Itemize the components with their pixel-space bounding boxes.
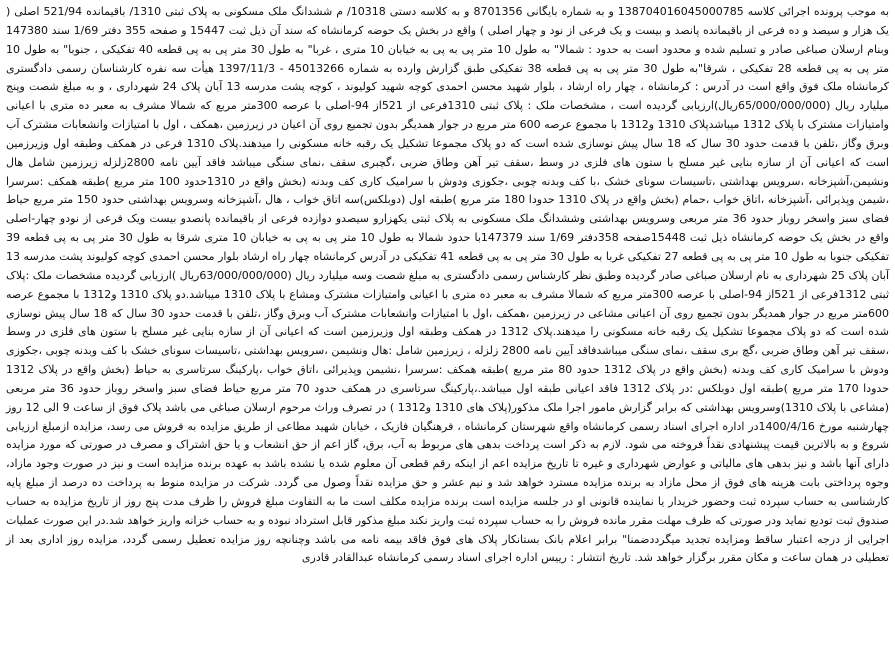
notice-body-text: به موجب پرونده اجرائی کلاسه 138704016045000785 و به شماره بایگانی 8701356 و به کلاسه دستی 10318/ م ششدانگ ملک مسکونی به پلاک ثبتی 1310/ باقیمانده 521/94 اصلی ( یک هزار و سیصد و ده فرعی از باقیمانده پانصد و بیست و یک فرعی از نود و چهار اصلی ) واقع در بخش یک حوضه کرمانشاه که سند آن ذیل ثبت 15447 و صفحه 355 دفتر 1/69 سند 147380 وبنام ارسلان صباغی صادر و تسلیم شده و محدود است به حدود : شمالا" به طول 10 متر پی به پی به خیابان 10 متری ، غربا" به طول 30 متر پی به پی قطعه 40 تفکیکی ، جنوبا" به طول 10 متر پی به پی قطعه 28 تفکیکی ، شرقا"به طول 30 متر پی به پی قطعه 38 تفکیکی طبق گزارش وارده به شماره 45013266 - 1397/11/3 هیأت سه نفره کارشناسان رسمی دادگستری کرمانشاه ملک فوق واقع است در آدرس : کرمانشاه ، چهار راه ارشاد ، بلوار شهید محسن احمدی کوچه شهید کولیوند ، کوچه پشت مدرسه 13 آبان پلاک 24 شهرداری ، و به مبلغ شصت وپنج میلیارد ریال (65/000/000/000ریال)ارزیابی گردیده است ، مشخصات ملک : پلاک ثبتی 1310فرعی از 521از 94-اصلی با عرصه 300متر مربع که شمالا مشرف به معبر ده متری با اعیانی وامتیازات مشترک با پلاک 1312 میباشدپلاک 1310 و1312 با مجموع عرصه 600 متر مربع در جوار همدیگر بدون تجمیع روی آن اعیان در زیرزمین ،همکف ، اول با امتیازات وانشعابات مشترک آب وبرق وگاز ،تلفن با قدمت حدود 30 سال که 18 سال پیش نوسازی شده است که دو پلاک مجموعا تشکیل یک رقبه خانه مسکونی را میدهند.پلاک 1310 فرعی در همکف وطبقه اول وزیرزمین است که اعیانی آن از سازه بنایی غیر مسلح با ستون های فلزی در وسط ،سقف تیر آهن وطاق ضربی ،گچبری سقف ،نمای سنگی میباشد فاقد آیین نامه 2800زلزله زیرزمین شامل هال ونشیمن،آشپزخانه ،سرویس بهداشتی ،تاسیسات سونای خشک ،با کف وبدنه چوبی ،جکوزی ودوش با سرامیک کاری کف وبدنه (بخش واقع در 1310حدود 100 متر مربع )طبقه همکف :سرسرا ،شیمن وپذیرائی ،آشپزخانه ،اتاق خواب ،حمام (بخش واقع در پلاک 1310 حدودا 180 متر مربع )طبقه اول (دوبلکس)سه اتاق خواب ، هال ،آشپزخانه وسرویس بهداشتی حدود 150 متر مربع حیاط فضای سبز واسخر روباز حدود 36 متر مربعی وسرویس بهداشتی وششدانگ ملک مسکونی به پلاک ثبتی یکهزارو سیصدو دوازده فرعی از باقیمانده پانصدو بیست ویک فرعی از نودو چهار-اصلی واقع در بخش یک حوضه کرمانشاه ذیل ثبت 15448صفحه 358دفتر 1/69 سند 147379با حدود شمالا به طول 10 متر پی به پی به خیابان 10 متری شرقا به طول 30 متر پی به پی قطعه 39 تفکیکی جنوبا به طول 10 متر پی به پی قطعه 27 تفکیکی غربا به طول 30 متر پی به پی قطعه 41 تفکیکی در آدرس کرمانشاه چهار راه ارشاد بلوار محسن احمدی کوچه کولیوند پشت مدرسه 13 آبان پلاک 25 شهرداری به نام ارسلان صباغی صادر گردیده وطبق نظر کارشناس رسمی دادگستری به مبلغ شصت وسه میلیارد ریال (63/000/000/000ریال )ارزیابی گردیده مشخصات ملک :پلاک ثبتی 1312فرعی از 521از 94-اصلی با عرصه 300متر مربع که شمالا مشرف به معبر ده متری با اعیانی وامتیازات مشترک ومشاع با پلاک 1310 میباشد.دو پلاک 1310 و1312 با مجموع عرصه 600متر مربع در جوار همدیگر بدون تجمیع روی آن اعیانی مشاعی در زیرزمین ،همکف ،اول با امتیازات وانشعابات مشترک آب وبرق وگاز ،تلفن با قدمت حدود 30 سال که 18 سال پیش نوسازی شده است که دو پلاک مجموعا تشکیل یک رقبه خانه مسکونی را میدهند.پلاک 1312 در همکف وطبقه اول وزیرزمین است که اعیانی آن از سازه بنایی غیر مسلح با ستون های فلزی در وسط ،سقف تیر آهن وطاق ضربی ،گچ بری سقف ،نمای سنگی میباشدفاقد آیین نامه 2800 زلزله ، زیرزمین شامل :هال ونشیمن ،سرویس بهداشتی ،تاسیسات سونای خشک با کف وبدنه چوبی ،جکوزی ودوش با سرامیک کاری کف وبدنه (بخش واقع در پلاک 1312 حدود 80 متر مربع )طبقه همکف :سرسرا ،نشیمن وپذیرائی ،اتاق خواب ،پارکینگ سرتاسری به حیاط (بخش واقع در پلاک 1312 حدودا 170 متر مربع )طبقه اول دوبلکس :در پلاک 1312 فاقد اعیانی طبقه اول میباشد.،پارکینگ سرتاسری در همکف حدود 70 متر مربع حیاط فضای سبز واسخر روباز حدود 36 متر مربعی (مشاعی با پلاک 1310)وسرویس بهداشتی که برابر گزارش مامور اجرا ملک مذکور(پلاک های 1310 و1312 ) در تصرف وراث مرحوم ارسلان صباغی می باشد پلاک فوق از ساعت 9 الی 12 روز چهارشنبه مورخ 1400/4/16در اداره اجرای اسناد رسمی کرمانشاه واقع شهرستان کرمانشاه ، فرهنگیان فازیک ، خیابان شهید مطاعی از طریق مزایده به فروش می رسد، مزایده ازمبلغ ارزیابی شروع و به بالاترین قیمت پیشنهادی نقداً فروخته می شود. لازم به ذکر است پرداخت بدهی های مربوط به آب، برق، گاز اعم از حق انشعاب و یا حق اشتراک و مصرف در صورتی که مورد مزایده دارای آنها باشد و نیز بدهی های مالیاتی و عوارض شهرداری و غیره تا تاریخ مزایده اعم از اینکه رقم قطعی آن معلوم شده یا نشده باشد به عهده برنده مزایده است و نیز در صورت وجود مازاد، وجوه پرداختی بابت هزینه های فوق از محل مازاد به برنده مزایده مسترد خواهد شد و نیم عشر و حق مزایده نقداً وصول می گردد. شرکت در مزایده منوط به پرداخت ده درصد از مبلغ پایه کارشناسی به حساب سپرده ثبت وحضور خریدار یا نماینده قانونی او در جلسه مزایده است برنده مزایده مکلف است ما به التفاوت مبلغ فروش را ظرف مدت پنج روز از تاریخ مزایده به حساب صندوق ثبت تودیع نماید ودر صورتی که ظرف مهلت مقرر مانده فروش را به حساب سپرده ثبت واریز نکند مبلغ مذکور قابل استرداد نبوده و به حساب خزانه واریز خواهد شد.در این صورت عملیات اجرایی از درجه اعتبار ساقط ومزایده تجدید میگرددضمنا" برابر اعلام بانک بستانکار پلاک های فوق فاقد بیمه نامه می باشد وچنانچه روز مزایده تعطیل رسمی گردد، مزایده روز اداری بعد از تعطیلی در همان ساعت و مکان مقرر برگزار خواهد شد. تاریخ انتشار : رییس اداره اجرای اسناد رسمی کرمانشاه عبدالقادر قادری xyxy=(6,5,890,565)
